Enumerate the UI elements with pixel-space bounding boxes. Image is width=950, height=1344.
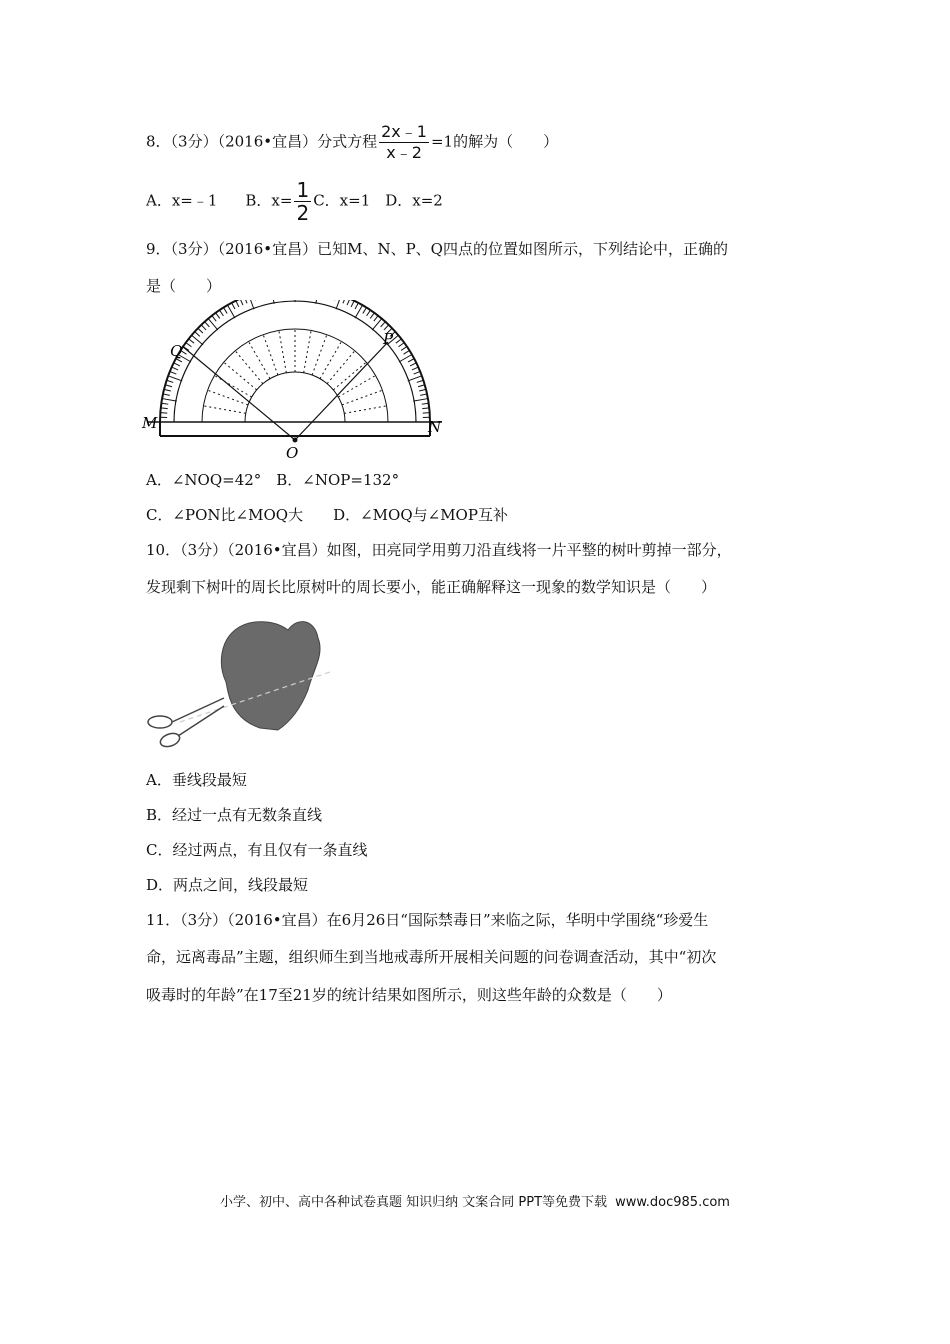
protractor-tick <box>165 385 172 387</box>
protractor-tick <box>163 394 170 395</box>
leaf-shape <box>221 622 320 730</box>
protractor-tick <box>414 371 420 374</box>
protractor-tick <box>195 332 200 337</box>
q8-options <box>146 179 443 224</box>
q8-option-cd: C．x=1 D．x=2 <box>313 191 443 210</box>
protractor-tick <box>198 328 203 333</box>
center-point-o <box>293 438 298 443</box>
q9-options-line1: A．∠NOQ=42° B．∠NOP=132° <box>146 471 400 489</box>
q10-option-d: D．两点之间，线段最短 <box>146 876 309 894</box>
q11-stem-line2: 命，远离毒品”主题，组织师生到当地戒毒所开展相关问题的问卷调查活动，其中“初次 <box>146 948 717 966</box>
protractor-tick <box>374 316 378 322</box>
q8-option-b-denominator: 2 <box>296 201 310 225</box>
q8-stem-suffix: =1的解为（ ） <box>430 132 559 151</box>
protractor-tick <box>236 301 239 307</box>
protractor-tick <box>164 389 171 391</box>
protractor-tick <box>189 339 195 343</box>
q10-stem-line2: 发现剩下树叶的周长比原树叶的周长要小，能正确解释这一现象的数学知识是（ ） <box>146 578 717 596</box>
protractor-tick <box>205 322 210 327</box>
protractor-tick <box>216 313 220 319</box>
protractor-tick <box>381 322 386 327</box>
q8-option-a: A．x=﹣1 <box>146 191 218 210</box>
protractor-tick <box>422 408 429 409</box>
protractor-tick <box>419 389 426 391</box>
label-o: O <box>286 444 299 460</box>
protractor-tick <box>355 303 358 309</box>
protractor-tick <box>162 399 177 402</box>
q11-stem-line1: 11．（3分）（2016•宜昌）在6月26日“国际禁毒日”来临之际，华明中学围绕“珍爱生 <box>146 911 709 929</box>
protractor-tick <box>244 300 247 303</box>
protractor-guide-line <box>263 335 278 375</box>
q8-stem <box>146 122 558 163</box>
protractor-guide-line <box>320 341 342 378</box>
protractor-tick <box>408 359 414 362</box>
q9-stem-line1: 9．（3分）（2016•宜昌）已知M、N、P、Q四点的位置如图所示，下列结论中，正确的 <box>146 240 728 258</box>
protractor-tick <box>422 403 429 404</box>
ray-op <box>295 342 388 440</box>
protractor-tick <box>161 403 168 404</box>
protractor-tick <box>367 310 371 316</box>
protractor-tick <box>220 310 224 316</box>
q10-option-a: A．垂线段最短 <box>146 771 247 789</box>
protractor-guide-line <box>214 376 251 398</box>
protractor-tick <box>396 339 402 343</box>
protractor-tick <box>232 303 235 309</box>
q8-option-b-numerator: 1 <box>296 178 310 202</box>
protractor-tick <box>186 343 192 347</box>
q8-equation-fraction <box>379 122 429 163</box>
protractor-guide-line <box>208 390 248 405</box>
protractor-tick <box>249 300 254 309</box>
protractor-guide-line <box>249 341 271 378</box>
label-n: N <box>428 418 442 436</box>
q9-stem-line2: 是（ ） <box>146 277 222 295</box>
scissors-icon <box>148 698 224 749</box>
protractor-tick <box>192 335 203 345</box>
protractor-tick <box>412 367 418 370</box>
protractor-tick <box>408 376 422 381</box>
protractor-tick <box>399 343 405 347</box>
protractor-tick <box>372 319 382 330</box>
protractor-tick <box>413 399 428 402</box>
protractor-guide-line <box>224 362 257 390</box>
protractor-small-arc <box>245 372 345 422</box>
ray-oq <box>182 346 295 440</box>
q8-fraction-numerator: 2x﹣1 <box>381 122 427 141</box>
protractor-tick <box>343 300 346 303</box>
protractor-guide-line <box>235 351 263 384</box>
protractor-tick <box>420 394 427 395</box>
label-p: P <box>383 330 394 348</box>
protractor-tick <box>370 313 374 319</box>
protractor-guide-line <box>279 330 286 372</box>
protractor-guide-line <box>338 376 375 398</box>
q11-stem-line3: 吸毒时的年龄”在17至21岁的统计结果如图所示，则这些年龄的众数是（ ） <box>146 986 672 1004</box>
protractor-tick <box>223 308 227 314</box>
page-footer <box>0 1191 950 1210</box>
footer-link[interactable]: www.doc985.com <box>615 1195 730 1210</box>
q8-option-b-fraction <box>294 179 311 224</box>
protractor-tick <box>212 316 216 322</box>
leaf-scissors-figure <box>140 610 340 755</box>
protractor-tick <box>240 300 243 305</box>
protractor-tick <box>363 308 367 314</box>
protractor-guide-line <box>327 351 355 384</box>
protractor-tick <box>417 380 424 382</box>
protractor-tick <box>347 300 350 305</box>
q8-fraction-denominator: x﹣2 <box>379 142 429 163</box>
protractor-tick <box>351 301 354 307</box>
protractor-tick <box>170 371 176 374</box>
protractor-mid-arc <box>202 329 388 422</box>
protractor-tick <box>404 350 410 354</box>
q10-option-c: C．经过两点，有且仅有一条直线 <box>146 841 368 859</box>
protractor-figure <box>140 300 450 460</box>
protractor-guide-line <box>304 330 311 372</box>
protractor-tick <box>410 363 416 366</box>
footer-text: 小学、初中、高中各种试卷真题 知识归纳 文案合同 PPT等免费下载 <box>220 1195 608 1210</box>
label-m: M <box>142 414 158 432</box>
protractor-tick <box>161 408 168 409</box>
protractor-tick <box>201 325 206 330</box>
label-q: Q <box>170 342 183 360</box>
protractor-tick <box>174 363 180 366</box>
protractor-guide-line <box>203 406 245 413</box>
protractor-guide-line <box>342 390 382 405</box>
protractor-guide-line <box>312 335 327 375</box>
protractor-tick <box>336 300 341 309</box>
protractor-guide-line <box>344 406 386 413</box>
protractor-tick <box>168 376 182 381</box>
protractor-tick <box>401 347 407 351</box>
protractor-tick <box>208 319 218 330</box>
protractor-tick <box>172 367 178 370</box>
q8-stem-prefix: 8．（3分）（2016•宜昌）分式方程 <box>146 132 378 151</box>
protractor-tick <box>418 385 425 387</box>
protractor-guide-line <box>333 362 366 390</box>
q10-option-b: B．经过一点有无数条直线 <box>146 806 323 824</box>
q10-stem-line1: 10．（3分）（2016•宜昌）如图，田亮同学用剪刀沿直线将一片平整的树叶剪掉一部分， <box>146 541 732 559</box>
q8-option-b-prefix: B．x= <box>245 191 293 210</box>
q9-options-line2: C．∠PON比∠MOQ大 D．∠MOQ与∠MOP互补 <box>146 506 508 524</box>
protractor-tick <box>167 380 174 382</box>
